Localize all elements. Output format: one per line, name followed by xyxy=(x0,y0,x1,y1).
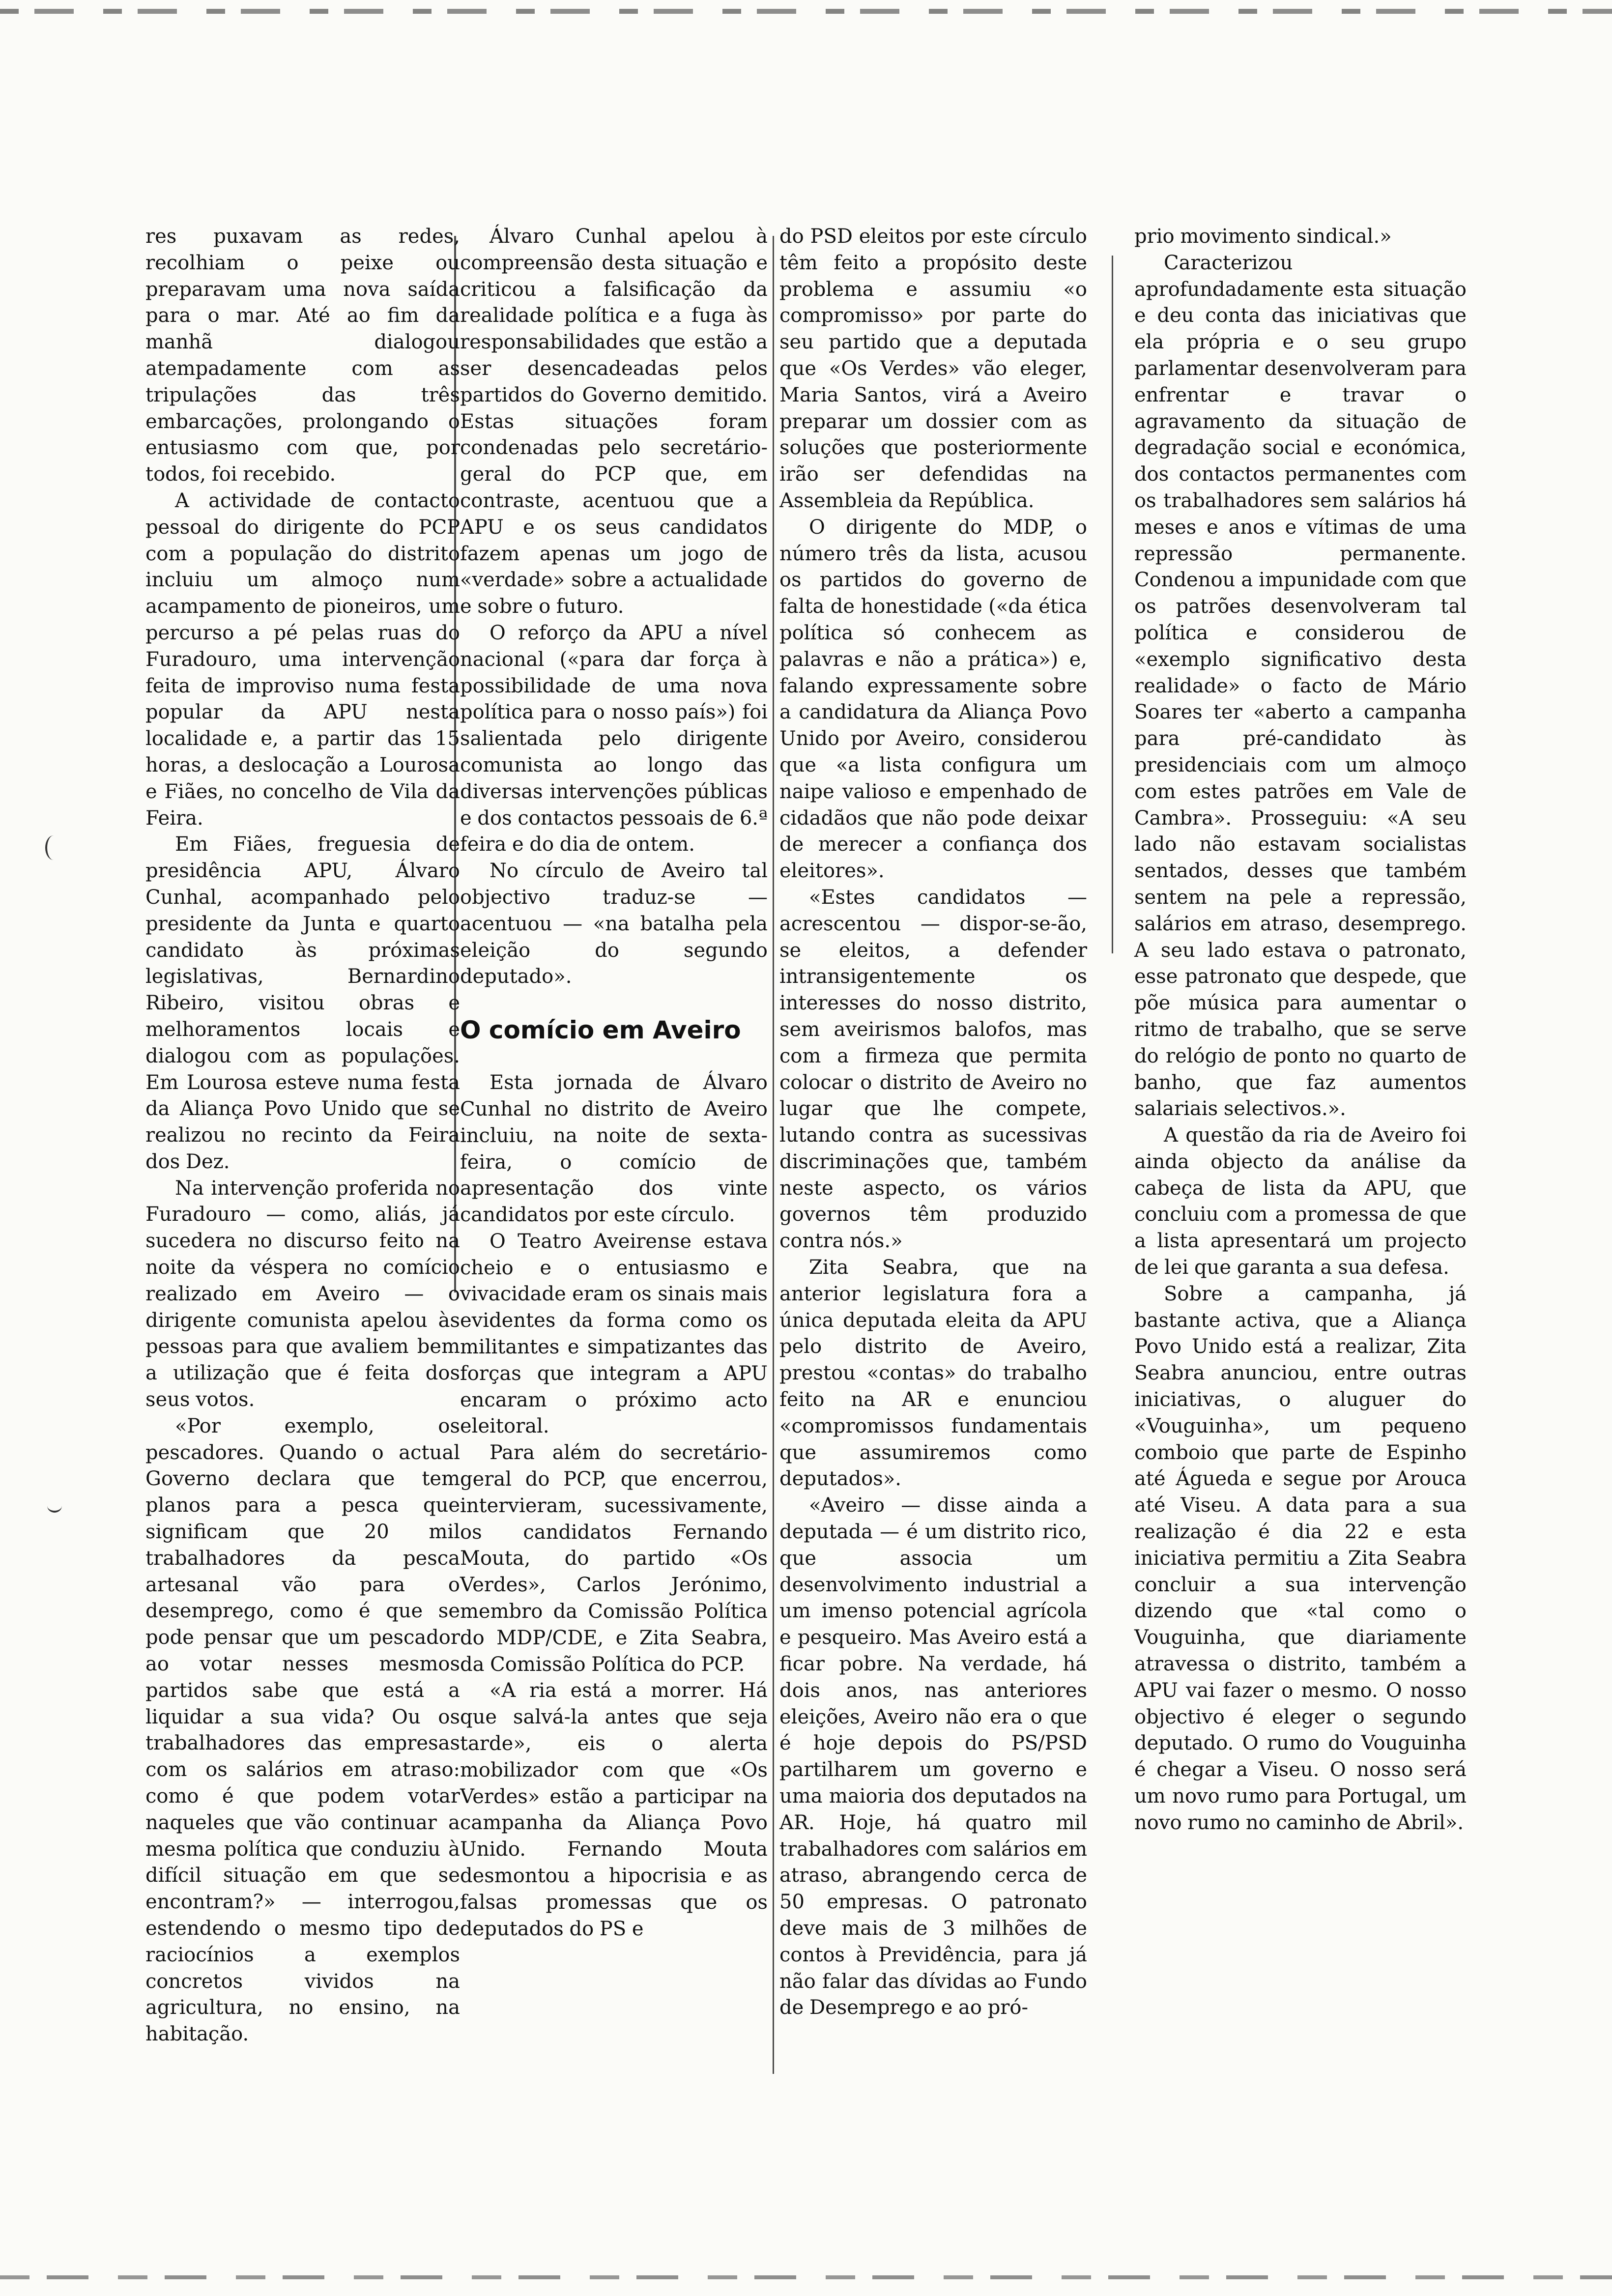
col3-paragraph-3: «Estes candidatos — acrescentou — dispor-se-ão, se eleitos, a defender intransigentemente os interesses do nosso distrito, sem aveirismos balofos, mas com a firmeza que permita colocar o distrito de Aveiro no lugar que lhe compete, lutando contra as sucessivas discriminações que, também neste aspecto, os vários governos têm produzido contra nós.» xyxy=(779,886,1087,1253)
article-column-1 xyxy=(145,224,460,2048)
col2-paragraph-5: O Teatro Aveirense estava cheio e o entusiasmo e vivacidade eram os sinais mais evidentes da forma como os militantes e simpatizantes das forças que integram a APU encaram o próximo acto eleitoral. xyxy=(460,1230,768,1438)
column-rule-2 xyxy=(773,236,774,2074)
col1-paragraph-4: Na intervenção proferida no Furadouro — como, aliás, já sucedera no discurso feito na noite da véspera no comício realizado em Aveiro — o dirigente comunista apelou às pessoas para que avaliem bem a utilização que é feita dos seus votos. xyxy=(145,1177,460,1411)
col1-paragraph-1: res puxavam as redes, recolhiam o peixe ou preparavam uma nova saída para o mar. Até ao fim da manhã dialogou atempadamente com as tripulações das três embarcações, prolongando o entusiasmo com que, por todos, foi recebido. xyxy=(145,225,460,486)
col2-paragraph-6: Para além do secretário-geral do PCP, que encerrou, intervieram, sucessivamente, os candidatos Fernando Mouta, do partido «Os Verdes», Carlos Jerónimo, membro da Comissão Política do MDP/CDE, e Zita Seabra, da Comissão Política do PCP. xyxy=(460,1441,768,1676)
col3-paragraph-5: «Aveiro — disse ainda a deputada — é um distrito rico, que associa um desenvolvimento industrial a um imenso potencial agrícola e pesqueiro. Mas Aveiro está a ficar pobre. Na verdade, há dois anos, nas anteriores eleições, Aveiro não era o que é hoje depois do PS/PSD partilharem um governo e uma maioria dos deputados na AR. Hoje, há quatro mil trabalhadores com salários em atraso, abrangendo cerca de 50 empresas. O patronato deve mais de 3 milhões de contos à Previdência, para já não falar das dívidas ao Fundo de Desemprego e ao pró- xyxy=(779,1494,1087,2019)
column-rule-3 xyxy=(1112,256,1113,953)
article-column-2 xyxy=(460,224,768,1942)
scan-edge-bottom xyxy=(0,2275,1612,2279)
col1-paragraph-2: A actividade de contacto pessoal do dirigente do PCP com a população do distrito incluiu um almoço num acampamento de pioneiros, um percurso a pé pelas ruas do Furadouro, uma intervenção feita de improviso numa festa popular da APU nesta localidade e, a partir das 15 horas, a deslocação a Lourosa e Fiães, no concelho de Vila da Feira. xyxy=(145,489,460,830)
scan-mark-left-2 xyxy=(47,1499,62,1513)
article-column-4 xyxy=(1134,224,1467,1837)
col3-paragraph-1: do PSD eleitos por este círculo têm feito a propósito deste problema e assumiu «o compromisso» por parte do seu partido que a deputada que «Os Verdes» vão eleger, Maria Santos, virá a Aveiro preparar um dossier com as soluções que posteriormente irão ser defendidas na Assembleia da República. xyxy=(779,225,1087,512)
col1-paragraph-5: «Por exemplo, os pescadores. Quando o actual Governo declara que tem planos para a pesca que significam que 20 mil trabalhadores da pesca artesanal vão para o desemprego, como é que se pode pensar que um pescador ao votar nesses mesmos partidos sabe que está a liquidar a sua vida? Ou os trabalhadores das empresas com os salários em atraso: como é que podem votar naqueles que vão continuar a mesma política que conduziu à difícil situação em que se encontram?» — interrogou, estendendo o mesmo tipo de raciocínios a exemplos concretos vividos na agricultura, no ensino, na habitação. xyxy=(145,1414,460,2046)
col2-paragraph-7: «A ria está a morrer. Há que salvá-la antes que seja tarde», eis o alerta mobilizador com que «Os Verdes» estão a participar na campanha da Aliança Povo Unido. Fernando Mouta desmontou a hipocrisia e as falsas promessas que os deputados do PS e xyxy=(460,1679,768,1940)
col2-paragraph-1: Álvaro Cunhal apelou à compreensão desta situação e criticou a falsificação da realidade política e a fuga às responsabilidades que estão a ser desencadeadas pelos partidos do Governo demitido. Estas situações foram condenadas pelo secretário-geral do PCP que, em contraste, acentuou que a APU e os seus candidatos fazem apenas um jogo de «verdade» sobre a actualidade e sobre o futuro. xyxy=(460,225,768,618)
col4-paragraph-4: Sobre a campanha, já bastante activa, que a Aliança Povo Unido está a realizar, Zita Seabra anunciou, entre outras iniciativas, o aluguer do «Vouguinha», um pequeno comboio que parte de Espinho até Águeda e segue por Arouca até Viseu. A data para a sua realização é dia 22 e esta iniciativa permitiu a Zita Seabra concluir a sua intervenção dizendo que «tal como o Vouguinha, que diariamente atravessa o distrito, também a APU vai fazer o mesmo. O nosso objectivo é eleger o segundo deputado. O rumo do Vouguinha é chegar a Viseu. O nosso será um novo rumo para Portugal, um novo rumo no caminho de Abril». xyxy=(1134,1282,1467,1834)
article-column-3 xyxy=(779,224,1087,2021)
col4-paragraph-1: prio movimento sindical.» xyxy=(1134,225,1392,248)
col2-paragraph-3: No círculo de Aveiro tal objectivo traduz-se — acentuou — «na batalha pela eleição do segundo deputado». xyxy=(460,860,768,988)
col2-paragraph-4: Esta jornada de Álvaro Cunhal no distrito de Aveiro incluiu, na noite de sexta-feira, o comício de apresentação dos vinte candidatos por este círculo. xyxy=(460,1071,768,1227)
col3-paragraph-4: Zita Seabra, que na anterior legislatura fora a única deputada eleita da APU pelo distrito de Aveiro, prestou «contas» do trabalho feito na AR e enunciou «compromissos fundamentais que assumiremos como deputados». xyxy=(779,1256,1087,1491)
col2-paragraph-2: O reforço da APU a nível nacional («para dar força à possibilidade de uma nova política para o nosso país») foi salientada pelo dirigente comunista ao longo das diversas intervenções públicas e dos contactos pessoais de 6.ª feira e do dia de ontem. xyxy=(460,621,768,856)
col4-paragraph-2: Caracterizou aprofundadamente esta situação e deu conta das iniciativas que ela própria e o seu grupo parlamentar desenvolveram para enfrentar e travar o agravamento da situação de degradação social e económica, dos contactos permanentes com os trabalhadores sem salários há meses e anos e vítimas de uma repressão permanente. Condenou a impunidade com que os patrões desenvolveram tal política e considerou de «exemplo significativo desta realidade» o facto de Mário Soares ter «aberto a campanha para pré-candidato às presidenciais com um almoço com estes patrões em Vale de Cambra». Prosseguiu: «A seu lado não estavam socialistas sentados, desses que também sentem na pele a repressão, salários em atraso, desemprego. A seu lado estava o patronato, esse patronato que despede, que põe música para aumentar o ritmo de trabalho, que se serve do relógio de ponto no quarto de banho, que faz aumentos salariais selectivos.». xyxy=(1134,251,1467,1120)
scan-mark-left-1 xyxy=(45,835,62,860)
col3-paragraph-2: O dirigente do MDP, o número três da lista, acusou os partidos do governo de falta de honestidade («da ética política só conhecem as palavras e não a prática») e, falando expressamente sobre a candidatura da Aliança Povo Unido por Aveiro, considerou que «a lista configura um naipe valioso e empenhado de cidadãos que não pode deixar de merecer a confiança dos eleitores». xyxy=(779,516,1087,883)
col1-paragraph-3: Em Fiães, freguesia de presidência APU, Álvaro Cunhal, acompanhado pelo presidente da Junta e quarto candidato às próximas legislativas, Bernardino Ribeiro, visitou obras e melhoramentos locais e dialogou com as populações. Em Lourosa esteve numa festa da Aliança Povo Unido que se realizou no recinto da Feira dos Dez. xyxy=(145,833,460,1173)
scan-edge-top xyxy=(0,9,1612,14)
section-heading: O comício em Aveiro xyxy=(460,1016,741,1045)
col4-paragraph-3: A questão da ria de Aveiro foi ainda objecto da análise da cabeça de lista da APU, que concluiu com a promessa de que a lista apresentará um projecto de lei que garanta a sua defesa. xyxy=(1134,1124,1467,1279)
